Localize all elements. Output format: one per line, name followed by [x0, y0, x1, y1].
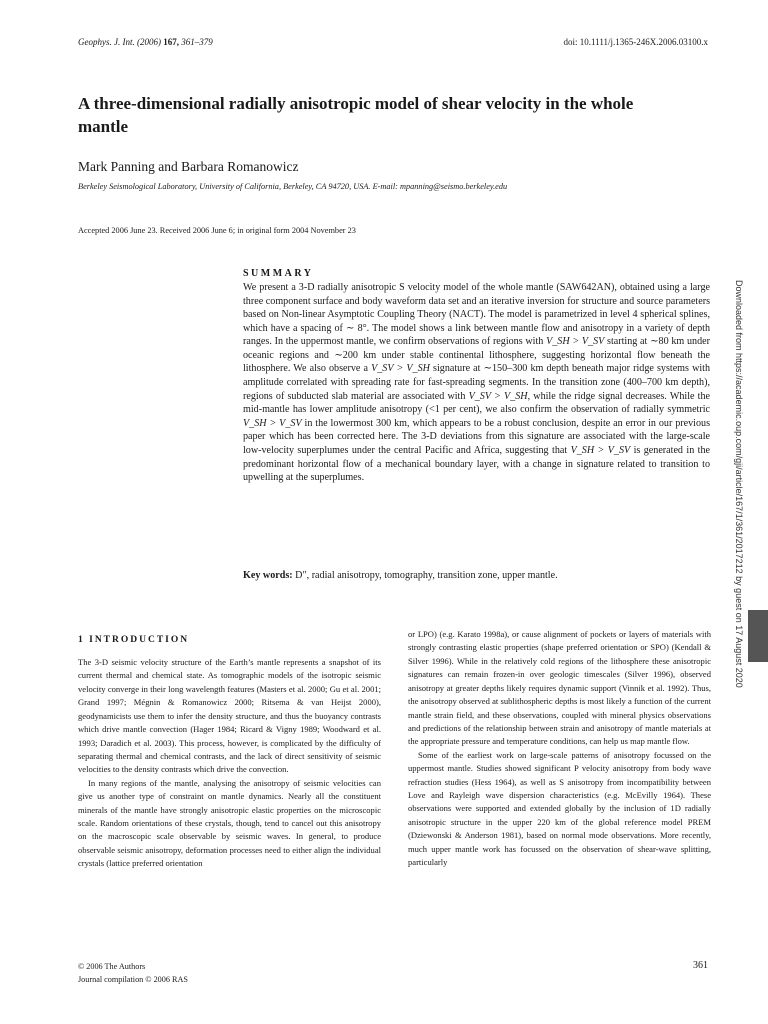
- left-column: [78, 656, 381, 871]
- right-column: [408, 628, 711, 870]
- inequality-sh-sv: V_SH > V_SV: [570, 444, 631, 456]
- summary-heading: SUMMARY: [243, 268, 314, 279]
- doi-link[interactable]: doi: 10.1111/j.1365-246X.2006.03100.x: [563, 37, 708, 47]
- summary-part-2: starting at ∼80 km under oceanic regions and ∼200 km under stable continental lithosphere, suggesting horizontal flow beneath the lithosphere. We also observe a: [243, 336, 710, 375]
- summary-part-5: in the lowermost 300 km, which appears to be a robust conclusion, despite an error in our previous paper which has been corrected here. The 3-D deviations from this signature are associated with the large-scale low-velocity superplumes under the central Pacific and Africa, suggesting that: [243, 417, 710, 456]
- section-heading-introduction: 1 INTRODUCTION: [78, 635, 190, 645]
- journal-pages: 361–379: [181, 37, 213, 47]
- journal-name: Geophys. J. Int.: [78, 37, 135, 47]
- summary-part-6: is generated in the predominant horizontal flow of a mechanical boundary layer, with a change in signature related to transition to upwelling at the superplumes.: [243, 444, 710, 484]
- page-number: 361: [693, 960, 708, 971]
- author-affiliation: Berkeley Seismological Laboratory, University of California, Berkeley, CA 94720, USA. E-mail: mpanning@seismo.berkeley.edu: [78, 182, 508, 191]
- running-header-citation: [78, 37, 213, 47]
- keywords-line: [243, 570, 710, 581]
- submission-dates: Accepted 2006 June 23. Received 2006 June 6; in original form 2004 November 23: [78, 226, 356, 235]
- inequality-sh-sv: V_SH > V_SV: [243, 417, 302, 429]
- journal-volume: 167,: [163, 37, 179, 47]
- author-list: Mark Panning and Barbara Romanowicz: [78, 159, 299, 174]
- copyright-line-2: Journal compilation © 2006 RAS: [78, 975, 188, 984]
- intro-paragraph-4: Some of the earliest work on large-scale patterns of anisotropy focussed on the uppermost mantle. Studies showed significant P velocity anisotropy from body wave refraction studies (Hess 1964), as well as S anisotropy from incompatibility between Love and Rayleigh wave dispersion characteristics (e.g. McEvilly 1964). These observations were supported and extended globally by the inclusion of 1D radially anisotropic structure in the upper 220 km of the global reference model PREM (Dziewonski & Anderson 1981), based on normal mode observations. More recently, much upper mantle work has focussed on the observation of shear-wave splitting, particularly: [408, 749, 711, 868]
- inequality-sh-sv: V_SH > V_SV: [546, 336, 605, 348]
- summary-part-3: signature at ∼150–300 km depth beneath major ridge systems with amplitude correlated with spreading rate for fast-spreading segments. In the transition zone (400–700 km depth), regions of subducted slab material are associated with: [243, 363, 711, 402]
- copyright-line-1: © 2006 The Authors: [78, 962, 146, 971]
- intro-paragraph-2: In many regions of the mantle, analysing the anisotropy of seismic velocities can give us another type of constraint on mantle dynamics. Nearly all the constituent minerals of the mantle have strongly anisotropic elastic properties on the microscopic scale. Random orientations of these crystals, though, tend to cancel out this anisotropy on the macroscopic scale observable by seismic waves. In general, to produce observable seismic anisotropy, deformation processes need to either align the individual crystals (lattice preferred orientation: [78, 777, 381, 869]
- keywords-text: D″, radial anisotropy, tomography, transition zone, upper mantle.: [295, 570, 558, 581]
- intro-paragraph-3: or LPO) (e.g. Karato 1998a), or cause alignment of pockets or layers of materials with strongly contrasting elastic properties (shape preferred orientation or SPO) (Kendall & Silver 1996). While in the relatively cold regions of the lithosphere these anisotropic signatures can remain frozen-in over geologic timescales (Silver 1996), observed anisotropy at greater depths likely requires dynamic support (Vinnik et al. 1992). Thus, the anisotropy observed at sublithospheric depths is most likely a function of the current mantle strain field, and these observations, coupled with mineral physics observations and predictions of the relationship between strain and anisotropy of mantle materials at the appropriate pressure and temperature conditions, can help us map mantle flow.: [408, 629, 711, 747]
- paper-title: A three-dimensional radially anisotropic model of shear velocity in the whole mantle: [78, 94, 634, 136]
- summary-part-1: We present a 3-D radially anisotropic S velocity model of the whole mantle (SAW642AN), obtained using a large three component surface and body waveform data set and an iterative inversion for structure and source parameters based on Non-linear Asymptotic Coupling Theory (NACT). The model is parametrized in level 4 spherical splines, which have a spacing of ∼ 8°. The model shows a link between mantle flow and anisotropy in a variety of depth ranges. In the uppermost mantle, we confirm observations of regions with: [243, 282, 710, 348]
- keywords-label: Key words:: [243, 570, 293, 581]
- download-watermark[interactable]: Downloaded from https://academic.oup.com/gji/article/167/1/361/2017212 by guest on 17 August 2020: [734, 280, 744, 688]
- summary-part-4: , while the ridge signal decreases. While the mid-mantle has lower amplitude anisotropy (<1 per cent), we also confirm the observation of radially symmetric: [243, 390, 710, 416]
- inequality-sv-sh: V_SV > V_SH: [468, 390, 528, 402]
- copyright-footer: [78, 960, 188, 986]
- inequality-sv-sh: V_SV > V_SH: [371, 363, 430, 375]
- journal-year: (2006): [136, 37, 161, 47]
- sidebar-tab: [748, 610, 768, 662]
- intro-paragraph-1: The 3-D seismic velocity structure of the Earth’s mantle represents a snapshot of its current thermal and chemical state. As tomographic models of the isotropic seismic velocity converge in their long wavelength features (Masters et al. 2000; Gu et al. 2001; Grand 1997; Mégnin & Romanowicz 2000; Ritsema & van Heijst 2000), geodynamicists use them to infer the density structure, and thus the buoyancy contrasts which drive mantle convection (Hager 1984; Ricard & Vigny 1989; Woodward et al. 1993; Daradich et al. 2003). This process, however, is complicated by the difficulty of separating thermal and chemical contrasts, and the lack of direct sensitivity of seismic velocities to the density contrasts which drive the convection.: [78, 657, 381, 775]
- summary-text: [243, 281, 710, 485]
